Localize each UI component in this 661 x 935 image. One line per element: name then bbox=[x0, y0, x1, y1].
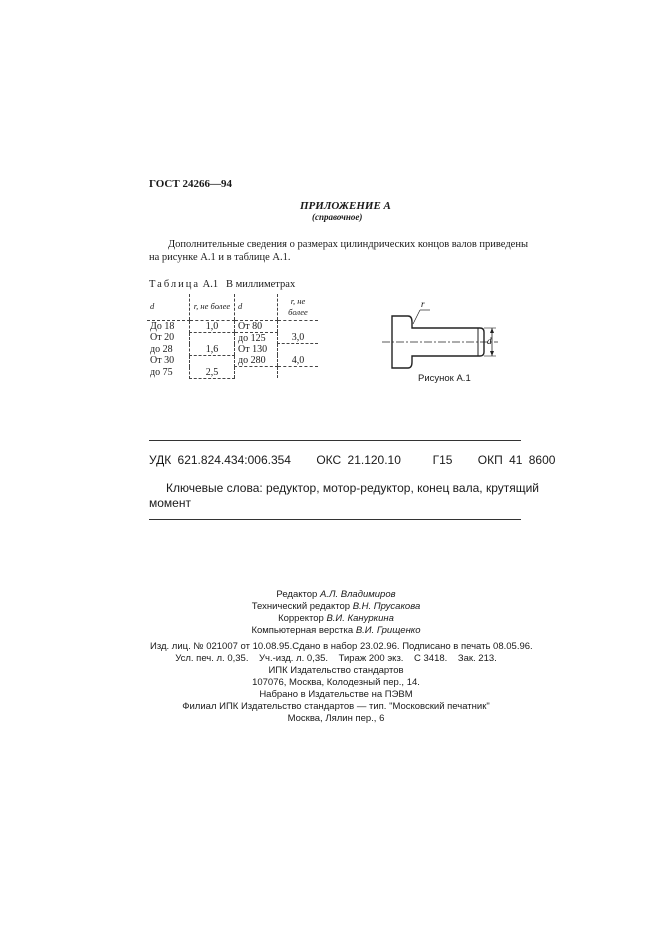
keywords-line-1: Ключевые слова: редуктор, мотор-редуктор, конец вала, крутящий bbox=[166, 481, 540, 495]
table-cell: 4,0 bbox=[278, 355, 319, 367]
imprint-line: Изд. лиц. № 021007 от 10.08.95.Сдано в набор 23.02.96. Подписано в печать 08.05.96. bbox=[150, 641, 533, 652]
divider-bottom bbox=[149, 519, 521, 520]
header-d-1: d bbox=[147, 294, 190, 320]
imprint-block bbox=[150, 641, 533, 725]
radius-leader bbox=[413, 310, 420, 324]
document-number: ГОСТ 24266—94 bbox=[149, 178, 232, 190]
table-cell: до 280 bbox=[235, 355, 278, 367]
dimensions-table bbox=[147, 294, 318, 379]
header-r-2: r, не более bbox=[278, 294, 319, 320]
divider-top bbox=[149, 440, 521, 441]
table-cell bbox=[190, 332, 235, 344]
intro-line-2: на рисунке А.1 и в таблице А.1. bbox=[149, 252, 291, 263]
table-header-row bbox=[147, 294, 318, 320]
group-code: Г15 bbox=[432, 453, 453, 467]
table-cell: 3,0 bbox=[278, 332, 319, 344]
imprint-line: 107076, Москва, Колодезный пер., 14. bbox=[252, 677, 420, 688]
table-cell: От 30 bbox=[150, 355, 175, 367]
table-cell bbox=[278, 320, 319, 332]
shaft-end-figure bbox=[380, 298, 510, 374]
oks-code: ОКС 21.120.10 bbox=[316, 453, 401, 467]
table-cell: От 130 bbox=[235, 344, 278, 356]
table-cell: 1,6 bbox=[190, 344, 235, 356]
figure-caption: Рисунок А.1 bbox=[418, 373, 471, 384]
imprint-line: Набрано в Издательстве на ПЭВМ bbox=[259, 689, 413, 700]
radius-r-label: r bbox=[421, 299, 425, 309]
arrow-head bbox=[490, 351, 494, 356]
credits-block bbox=[150, 589, 522, 637]
table-row bbox=[147, 320, 318, 332]
table-caption-units: В миллиметрах bbox=[226, 279, 296, 290]
appendix-subtitle: (справочное) bbox=[312, 212, 363, 222]
table-row bbox=[147, 332, 318, 344]
table-cell: 2,5 bbox=[190, 367, 235, 379]
table-row bbox=[147, 367, 318, 379]
credit-layout: Компьютерная верстка В.И. Грищенко bbox=[251, 625, 421, 636]
intro-line-1: Дополнительные сведения о размерах цилиндрических концов валов приведены bbox=[168, 239, 529, 250]
imprint-line: Филиал ИПК Издательство стандартов — тип. "Московский печатник" bbox=[182, 701, 490, 712]
table-cell bbox=[278, 344, 319, 356]
table-cell: до 125 bbox=[235, 332, 278, 344]
udk-code: УДК 621.824.434:006.354 bbox=[149, 453, 291, 467]
table-caption-label: Таблица bbox=[149, 279, 201, 290]
table-caption-number: А.1 bbox=[202, 279, 219, 290]
table-cell bbox=[235, 367, 278, 379]
arrow-head bbox=[490, 328, 494, 333]
table-cell: От 20 bbox=[150, 332, 175, 344]
table-cell: до 75 bbox=[150, 366, 173, 378]
table-caption bbox=[149, 279, 295, 290]
table-cell bbox=[190, 355, 235, 367]
classification-line bbox=[149, 453, 555, 467]
dimension-d-label: d bbox=[487, 336, 492, 346]
table-cell: До 18 bbox=[150, 320, 175, 332]
table-cell: до 28 bbox=[150, 343, 173, 355]
imprint-line: ИПК Издательство стандартов bbox=[268, 665, 404, 676]
table-row bbox=[147, 344, 318, 356]
table-row bbox=[147, 355, 318, 367]
imprint-line: Москва, Лялин пер., 6 bbox=[287, 713, 385, 724]
credit-tech-editor: Технический редактор В.Н. Прусакова bbox=[251, 601, 421, 612]
credit-editor: Редактор А.Л. Владимиров bbox=[276, 589, 396, 600]
imprint-line: Усл. печ. л. 0,35. Уч.-изд. л. 0,35. Тираж 200 экз. С 3418. Зак. 213. bbox=[175, 653, 497, 664]
keywords-line-2: момент bbox=[149, 496, 191, 510]
table-cell: От 80 bbox=[235, 320, 278, 332]
table-cell: 1,0 bbox=[190, 320, 235, 332]
credit-proofreader: Корректор В.И. Кануркина bbox=[278, 613, 394, 624]
table-cell bbox=[278, 367, 319, 379]
header-d-2: d bbox=[235, 294, 278, 320]
header-r-1: r, не более bbox=[190, 294, 235, 320]
appendix-title: ПРИЛОЖЕНИЕ А bbox=[300, 200, 391, 212]
okp-code: ОКП 41 8600 bbox=[477, 453, 556, 467]
